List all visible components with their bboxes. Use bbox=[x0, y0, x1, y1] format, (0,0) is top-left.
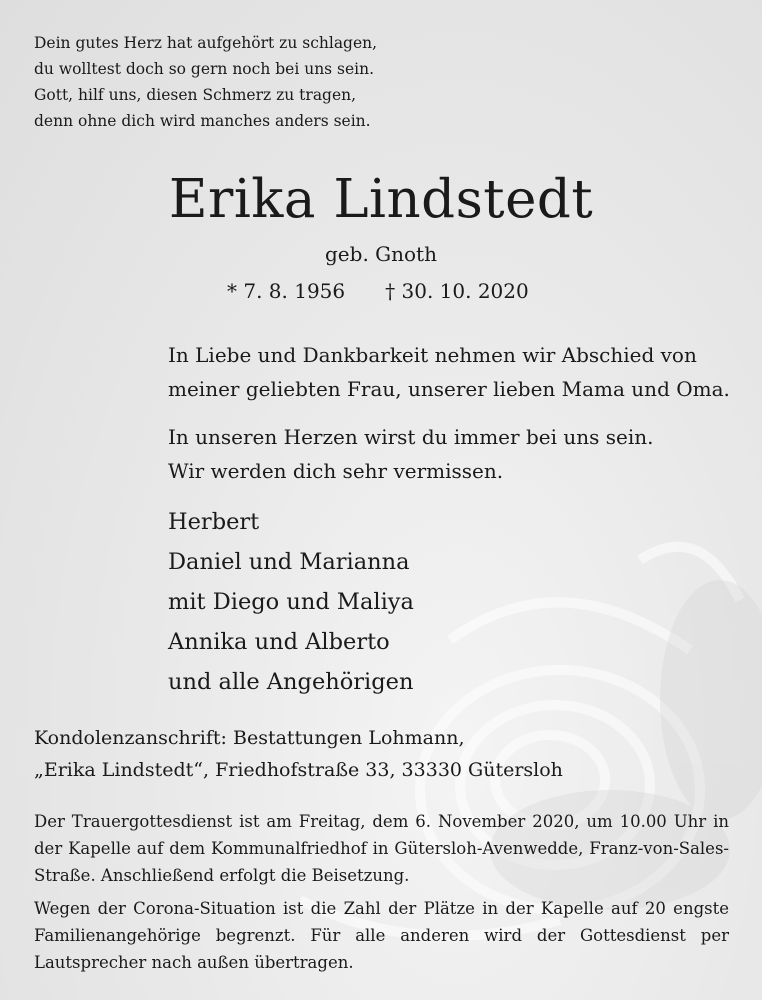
poem bbox=[34, 30, 377, 134]
poem-line: Gott, hilf uns, diesen Schmerz zu tragen, bbox=[34, 86, 357, 104]
life-dates bbox=[227, 276, 529, 306]
corona-notice: Wegen der Corona-Situation ist die Zahl der Plätze in der Kapelle auf 20 engste Familienangehörige begrenzt. Für alle anderen wird der Gottesdienst per Lautsprecher nach außen übertragen. bbox=[34, 899, 729, 972]
remembrance-message bbox=[168, 420, 653, 488]
message-line: In unseren Herzen wirst du immer bei uns sein. bbox=[168, 425, 654, 449]
condolence-address bbox=[34, 722, 563, 786]
family-member: Herbert bbox=[168, 509, 260, 535]
message-line: meiner geliebten Frau, unserer lieben Mama und Oma. bbox=[168, 377, 730, 401]
birth-date: * 7. 8. 1956 bbox=[227, 279, 346, 303]
poem-line: Dein gutes Herz hat aufgehört zu schlagen, bbox=[34, 34, 378, 52]
deceased-name: Erika Lindstedt bbox=[168, 169, 594, 230]
poem-line: du wolltest doch so gern noch bei uns sein. bbox=[34, 60, 375, 78]
family-member: mit Diego und Maliya bbox=[168, 589, 414, 615]
message-line: Wir werden dich sehr vermissen. bbox=[168, 459, 504, 483]
condolence-line: „Erika Lindstedt“, Friedhofstraße 33, 33330 Gütersloh bbox=[34, 759, 563, 781]
death-date: † 30. 10. 2020 bbox=[385, 279, 529, 303]
farewell-message bbox=[168, 338, 730, 406]
poem-line: denn ohne dich wird manches anders sein. bbox=[34, 112, 371, 130]
service-info: Der Trauergottesdienst ist am Freitag, dem 6. November 2020, um 10.00 Uhr in der Kapelle auf dem Kommunalfriedhof in Gütersloh-Avenwedde, Franz-von-Sales-Straße. Anschließend erfolgt die Beisetzung. bbox=[34, 812, 729, 885]
birth-name: geb. Gnoth bbox=[325, 242, 437, 266]
family-list bbox=[168, 502, 414, 702]
family-member: Daniel und Marianna bbox=[168, 549, 410, 575]
condolence-line: Kondolenzanschrift: Bestattungen Lohmann, bbox=[34, 727, 465, 749]
family-member: und alle Angehörigen bbox=[168, 669, 414, 695]
message-line: In Liebe und Dankbarkeit nehmen wir Abschied von bbox=[168, 343, 697, 367]
family-member: Annika und Alberto bbox=[168, 629, 390, 655]
